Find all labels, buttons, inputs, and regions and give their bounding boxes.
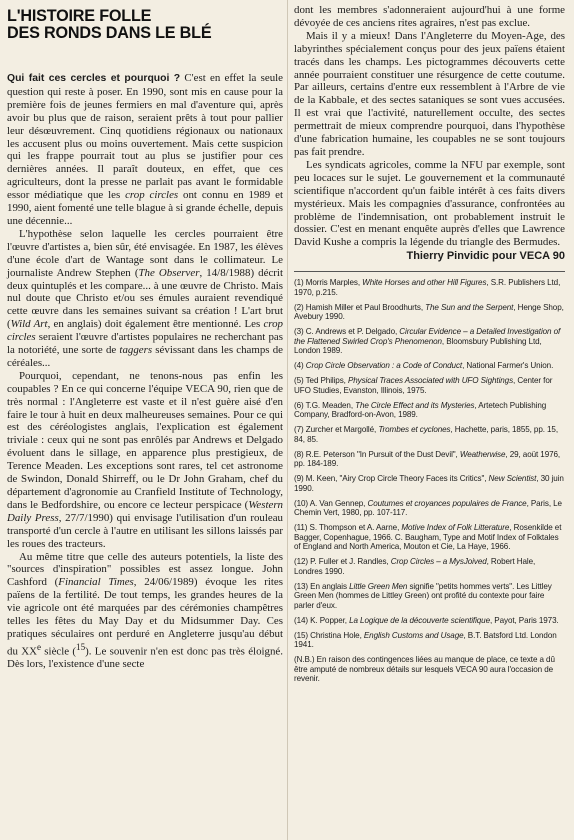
paragraph-4-part-b: , 24/06/1989) évoque les rites païens de la fertilité. De tout temps, les grandes heures de la vie agricole ont été marquées par des cérémonies champêtres telles les fêtes du May Day et du Midsummer Day. Ces pratiques séculaires ont perduré en Angleterre jusqu'au début du XX: [7, 576, 283, 658]
reference-item: (10) A. Van Gennep, Coutumes et croyances populaires de France, Paris, Le Chemin Vert, 1980, pp. 107-117.: [294, 498, 562, 518]
paragraph-5: dont les membres s'adonneraient aujourd'hui à une forme dévoyée de ces anciens rites agraires, n'est pas exclue.: [294, 4, 565, 29]
paragraph-2-part-b: , 14/8/1988) décrit deux quintuplés et les compare... à une œuvre de Christo. Mais nul doute que Christo et/ou ses émules auraient revendiqué cette œuvre dans les semaines suivant sa création ! L'art brut (: [7, 266, 283, 331]
reference-item: (9) M. Keen, "Airy Crop Circle Theory Faces its Critics", New Scientist, 30 juin 1990.: [294, 474, 564, 493]
paragraph-1: [7, 72, 283, 228]
footnote-ref-15: 15: [76, 641, 86, 652]
paragraph-4-part-d: ). Le souvenir n'en est donc pas très éloigné. Dès lors, l'existence d'une secte: [7, 645, 283, 671]
reference-item: (15) Christina Hole, English Customs and Usage, B.T. Batsford Ltd. London 1941.: [294, 630, 557, 650]
paragraph-1-emphasis: crop circles: [125, 189, 179, 202]
century-superscript: e: [36, 641, 41, 652]
column-divider: [287, 0, 288, 840]
reference-item: (1) Morris Marples, White Horses and other Hill Figures, S.R. Publishers Ltd, 1970, p.215.: [294, 278, 561, 297]
paragraph-4-emphasis: Financial Times: [58, 576, 134, 589]
title-line-1: L'HISTOIRE FOLLE: [7, 7, 152, 25]
paragraph-3-emphasis: Western Daily Press: [7, 498, 283, 524]
reference-item: (3) C. Andrews et P. Delgado, Circular Evidence – a Detailed Investigation of the Flattened Swirled Crop's Phenomenon, Bloomsbury Publishing Ltd, London 1989.: [294, 327, 561, 356]
paragraph-2-emphasis-3: crop circles: [7, 318, 283, 344]
reference-item: (14) K. Popper, La Logique de la découverte scientifique, Payot, Paris 1973.: [294, 615, 559, 625]
right-column: [294, 4, 565, 689]
paragraph-2-part-e: sévissant dans les champs de céréales...: [7, 344, 283, 369]
reference-item: (12) P. Fuller et J. Randles, Crop Circles – a MysJoived, Robert Hale, Londres 1990.: [294, 557, 536, 576]
lead-question: Qui fait ces cercles et pourquoi ?: [7, 73, 181, 84]
paragraph-4-part-a: Au même titre que celle des auteurs potentiels, la liste des "sources d'inspiration" possibles est assez longue. John Cashford (: [7, 550, 283, 589]
paragraph-2-part-a: L'hypothèse selon laquelle les cercles pourraient être l'œuvre d'artistes a, bien sûr, été envisagée. En 1987, les élèves d'une école d'art de Wantage sont dans le collimateur. Le journaliste Andrew Stephen (: [7, 227, 283, 279]
reference-item: (2) Hamish Miller et Paul Broodhurts, The Sun and the Serpent, Henge Shop, Avebury 1990.: [294, 302, 564, 322]
paragraph-6: Mais il y a mieux! Dans l'Angleterre du Moyen-Age, des labyrinthes spécialement conçus pour des jeux païens étaient tracés dans les champs. Les pictogrammes découverts cette année pourraient constituer une résurgence de cette coutume. Par ailleurs, certains d'entre eux ressemblent à l'Arbre de vie de la Kabbale, et des sectes sataniques se sont vues accusées. Il est vrai que l'activité, naturellement occulte, des sectes permettrait de mieux comprendre pourquoi, dans l'hypothèse d'une fabrication humaine, les coupables ne se sont toujours pas fait prendre.: [294, 29, 565, 158]
paragraph-1-text: C'est en effet la seule question qui reste à poser. En 1990, sont mis en cause pour la première fois de jeunes fermiers en mal d'aventure qui, après avoir bu plus que de raison, seraient prêts à tout pour pallier leur désœuvrement. Cinq quotidiens régionaux ou nationaux les accusent plus ou moins ouvertement. Mais cette suspicion qui les frappe pourrait tout au plus se justifier pour ces dernières années. Il paraît douteux, en effet, que ces agriculteurs, dont la presse ne parlait pas avant le formidable essor médiatique que les: [7, 72, 284, 202]
reference-item: (13) En anglais Little Green Men signifie "petits hommes verts". Les Littley Green Men (hommes de Littley Green) ont profité du contexte pour faire parler d'eux.: [294, 581, 552, 610]
reference-item: (8) R.E. Peterson "In Pursuit of the Dust Devil", Weatherwise, 29, aoüt 1976, pp. 184-189.: [294, 449, 561, 469]
left-column: [7, 8, 283, 671]
article-title: [7, 8, 283, 42]
author-signature: Thierry Pinvidic pour VECA 90: [406, 250, 565, 263]
reference-item: (6) T.G. Meaden, The Circle Effect and its Mysteries, Artetech Publishing Company, Bradford-on-Avon, 1989.: [294, 400, 547, 420]
paragraph-2-emphasis-4: taggers: [119, 344, 153, 357]
paragraph-7: Les syndicats agricoles, comme la NFU par exemple, sont peu locaces sur le sujet. Le gouvernement et la communauté scientifique n'accordent qu'un faible intérêt à ces faits divers mystérieux. Mais les compagnies d'assurance, confrontées au problème de l'indemnisation, ont probablement instruit le dossier. C'est en menant enquête auprès d'elles que Lawrence David Kushe a compris la légende du triangle des Bermudes.: [294, 158, 565, 249]
paragraph-2-part-c: , en anglais) doit également être mentionné. Les: [47, 318, 264, 331]
paragraph-2-emphasis-2: Wild Art: [10, 318, 48, 331]
paragraph-2: [7, 228, 283, 370]
paragraph-4-part-c: siècle (: [40, 645, 77, 658]
paragraph-2-part-d: seraient l'œuvre d'artistes populaires ne recherchant pas la notoriété, une sorte de: [7, 331, 283, 357]
paragraph-3: [7, 370, 283, 551]
title-line-2: DES RONDS DANS LE BLÉ: [7, 24, 212, 42]
references-list: [294, 278, 565, 684]
paragraph-3-part-a: Pourquoi, cependant, ne tenons-nous pas enfin les coupables ? En ce qui concerne l'équipe VECA 90, rien que de très normal : l'Angleterre est vaste et il n'est guère aisé d'en faire le tour à huit en deux malheureuses semaines. Pour ce qui est des céréologistes anglais, l'explication est également triviale : ceux qui ne sont pas enrôlés par Andrews et Delgado évoluent dans le sillage, en apparence plus prestigieux, de Terence Meaden. Les exceptions sont rares, tel cet astronome de Swindon, Donald Shirreff, ou le Dr John Graham, chef du département d'agronomie au Cranfield Institute of Technology, dans le Bedfordshire, ou encore ce lecteur perspicace (: [7, 369, 283, 511]
reference-item: (5) Ted Philips, Physical Traces Associated with UFO Sightings, Center for UFO Studies, Evanston, Illinois, 1975.: [294, 376, 553, 395]
reference-note: (N.B.) En raison des contingences liées au manque de place, ce texte a dû être amputé de nombreux détails sur lesquels VECA 90 aura l'occasion de revenir.: [294, 655, 555, 684]
paragraph-4: [7, 551, 283, 672]
paragraph-3-part-b: , 27/7/1990) qui envisage l'utilisation d'un rouleau transporté d'un cercle à l'autre en utilisant les sillons laissés par les roues des tracteurs.: [7, 511, 283, 550]
reference-item: (4) Crop Circle Observation : a Code of Conduct, National Farmer's Union.: [294, 361, 554, 371]
paragraph-2-emphasis-1: The Observer: [138, 266, 200, 279]
paragraph-1-end: ont connu en 1989 et 1990, aient fomenté une telle blague à si grande échelle, depuis une décennie...: [7, 189, 283, 227]
references-divider: [294, 271, 565, 272]
reference-item: (11) S. Thompson et A. Aarne, Motive Index of Folk Litterature, Rosenkilde et Bagger, Copenhague, 1966. C. Baugham, Type and Motif Index of Folktales of England and North America, Mouton et Cie, La Haye, 1966.: [294, 523, 562, 552]
reference-item: (7) Zurcher et Margollé, Trombes et cyclones, Hachette, paris, 1855, pp. 15, 84, 85.: [294, 425, 558, 444]
